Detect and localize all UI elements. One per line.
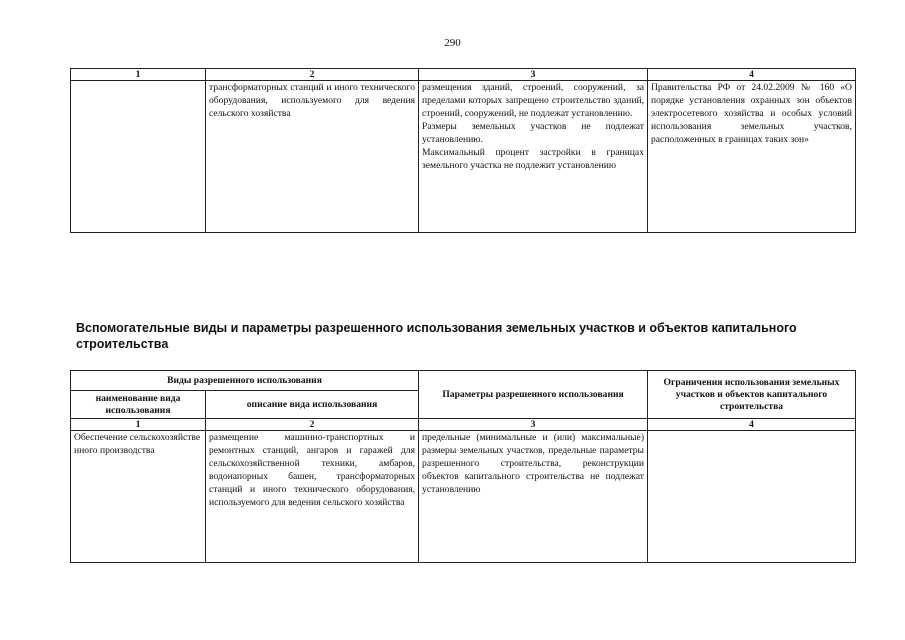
cell-description: размещение машинно-транспортных и ремонтных станций, ангаров и гаражей для сельскохозяйственной техники, амбаров, водонапорных башен, трансформаторных станций и иного технического оборудования, используемого для ведения сельского хозяйства: [206, 431, 419, 563]
header-group: Виды разрешенного использования: [71, 371, 419, 391]
column-number: 3: [419, 419, 648, 431]
column-number: 3: [419, 69, 648, 81]
parameters-paragraph: размещения зданий, строений, сооружений, за пределами которых запрещено строительство зданий, строений, сооружений, не подлежат установлению.: [422, 82, 644, 119]
cell-name: Обеспечение сельскохозяйственного производства: [71, 431, 206, 563]
parameters-paragraph: Размеры земельных участков не подлежат установлению.: [422, 121, 644, 145]
header-parameters: Параметры разрешенного использования: [419, 371, 648, 419]
cell-name: [71, 81, 206, 233]
cell-parameters: предельные (минимальные и (или) максимальные) размеры земельных участков, предельные параметры разрешенного строительства, реконструкции объектов капитального строительства не подлежат установлению: [419, 431, 648, 563]
header-limitations: Ограничения использования земельных участков и объектов капитального строительства: [648, 371, 856, 419]
table-row: [71, 431, 856, 563]
cell-description: трансформаторных станций и иного технического оборудования, используемого для ведения сельского хозяйства: [206, 81, 419, 233]
section-heading: Вспомогательные виды и параметры разрешенного использования земельных участков и объектов капитального строительства: [76, 321, 797, 351]
header-name: наименование вида использования: [71, 391, 206, 419]
column-number: 2: [206, 69, 419, 81]
column-number: 4: [648, 69, 856, 81]
page-number: 290: [444, 37, 461, 49]
column-number: 1: [71, 69, 206, 81]
header-row: [71, 371, 856, 391]
column-number-row: [71, 419, 856, 431]
continuation-table: [70, 68, 856, 233]
auxiliary-uses-table: [70, 370, 856, 563]
cell-parameters: [419, 81, 648, 233]
header-description: описание вида использования: [206, 391, 419, 419]
column-number: 2: [206, 419, 419, 431]
cell-limitations: Правительства РФ от 24.02.2009 № 160 «О порядке установления охранных зон объектов электросетевого хозяйства и особых условий использования земельных участков, расположенных в границах таких зон»: [648, 81, 856, 233]
table-row: [71, 81, 856, 233]
column-number: 1: [71, 419, 206, 431]
column-number: 4: [648, 419, 856, 431]
column-number-row: [71, 69, 856, 81]
cell-limitations: [648, 431, 856, 563]
parameters-paragraph: Максимальный процент застройки в границах земельного участка не подлежит установлению: [422, 147, 644, 171]
